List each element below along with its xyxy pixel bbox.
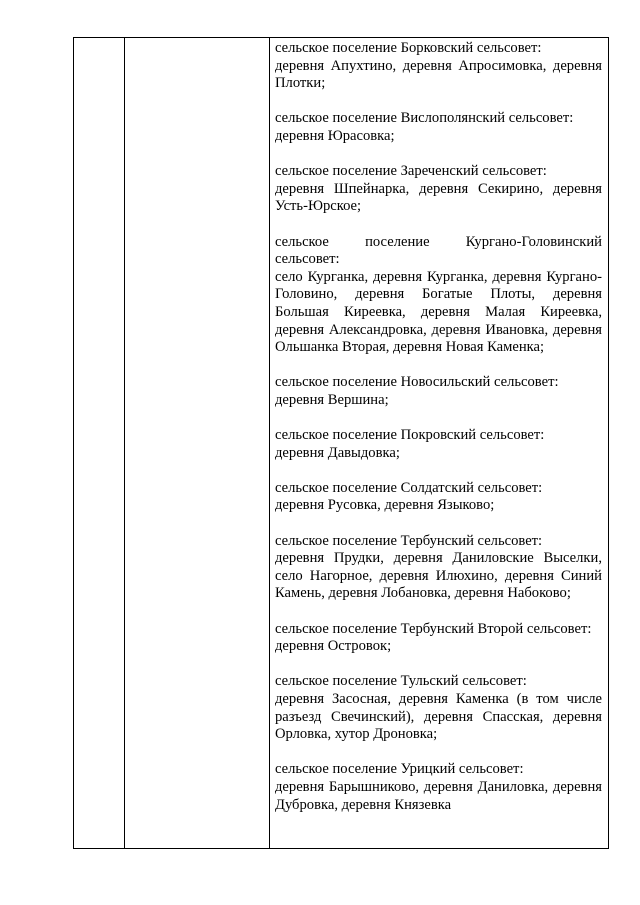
settlement-entry [275, 234, 602, 357]
settlement-entry [275, 40, 602, 93]
entry-body: деревня Русовка, деревня Языково; [275, 497, 495, 514]
settlement-entry [275, 761, 602, 814]
entry-heading: сельское поселение Тербунский сельсовет: [275, 532, 543, 549]
settlement-entry [275, 533, 602, 603]
entry-body: деревня Прудки, деревня Даниловские Выселки, село Нагорное, деревня Илюхино, деревня Синий Камень, деревня Лобановка, деревня Набоково; [275, 550, 602, 602]
entry-body: деревня Островок; [275, 638, 392, 655]
entry-body: деревня Барышниково, деревня Даниловка, деревня Дубровка, деревня Князевка [275, 778, 602, 813]
name-cell [125, 38, 270, 849]
table-row [74, 38, 609, 849]
entry-body: село Курганка, деревня Курганка, деревня Кургано-Головино, деревня Богатые Плоты, деревня Большая Киреевка, деревня Малая Киреевка, деревня Александровка, деревня Ивановка, деревня Ольшанка Вторая, деревня Новая Каменка; [275, 268, 602, 356]
settlement-entry [275, 374, 602, 409]
entry-body: деревня Апухтино, деревня Апросимовка, деревня Плотки; [275, 57, 602, 92]
settlement-entry [275, 621, 602, 656]
entry-body: деревня Юрасовка; [275, 127, 395, 144]
entry-body: деревня Засосная, деревня Каменка (в том числе разъезд Свечинский), деревня Спасская, деревня Орловка, хутор Дроновка; [275, 690, 602, 743]
settlements-table [73, 37, 609, 849]
entry-heading: сельское поселение Урицкий сельсовет: [275, 761, 524, 778]
entry-heading: сельское поселение Зареченский сельсовет: [275, 163, 547, 180]
settlement-entry [275, 110, 602, 145]
settlement-entry [275, 163, 602, 216]
entry-heading: сельское поселение Покровский сельсовет: [275, 427, 545, 444]
settlement-entry [275, 480, 602, 515]
entry-heading: сельское поселение Вислополянский сельсовет: [275, 110, 574, 127]
entry-body: деревня Вершина; [275, 391, 389, 408]
entry-heading: сельское поселение Борковский сельсовет: [275, 40, 542, 56]
entry-heading: сельское поселение Солдатский сельсовет: [275, 479, 543, 496]
entry-heading: сельское поселение Кургано-Головинский сельсовет: [275, 233, 602, 268]
number-cell [74, 38, 125, 849]
entry-heading: сельское поселение Тербунский Второй сельсовет: [275, 620, 592, 637]
entry-body: деревня Давыдовка; [275, 444, 400, 461]
settlements-cell [270, 38, 609, 849]
entry-heading: сельское поселение Новосильский сельсовет: [275, 374, 559, 391]
entry-body: деревня Шпейнарка, деревня Секирино, деревня Усть-Юрское; [275, 180, 602, 215]
settlement-entry [275, 427, 602, 462]
settlements-list [270, 38, 608, 814]
entry-heading: сельское поселение Тульский сельсовет: [275, 673, 527, 690]
settlement-entry [275, 673, 602, 743]
